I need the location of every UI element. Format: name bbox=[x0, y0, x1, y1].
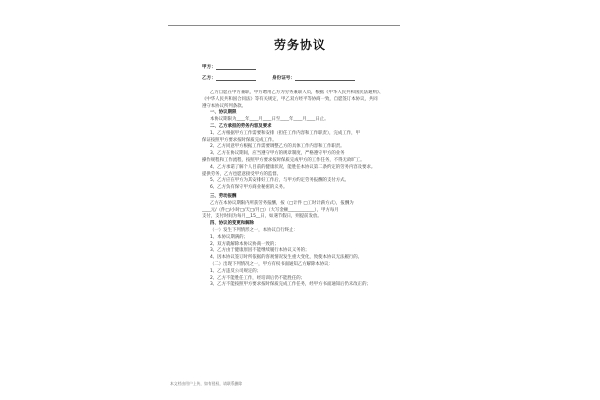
paragraph-line: ____元/（件□/小时□/天□/月□）（大写金额____________），甲方每月 bbox=[202, 207, 339, 213]
paragraph-line: 操作规程和工作流程，按照甲方要求按时保质完成甲方的工作任务，不得无故旷工。 bbox=[202, 157, 365, 163]
paragraph-line: 1、乙方违反公司规定的； bbox=[210, 268, 262, 274]
paragraph-line: 乙方自愿在甲方兼职，甲方聘用乙方为劳务兼职人员，根据《中华人民共和国民法通则》、 bbox=[210, 90, 384, 95]
id-number-blank bbox=[295, 76, 355, 81]
paragraph-line: 1、本协议期满的； bbox=[210, 234, 248, 240]
section-heading: 四、协议的变更和解除 bbox=[210, 221, 254, 227]
document-title: 劳务协议 bbox=[273, 38, 326, 52]
party-a-label: 甲方： bbox=[202, 65, 216, 70]
paragraph-line: 支付，支付时间为每月__15__日，如遇节假日，则提前发放。 bbox=[202, 214, 322, 220]
paragraph-line: 乙方在本协议期限内所获劳务报酬，按（□计件 □工时计薪方式），报酬为 bbox=[210, 200, 354, 206]
id-number-label: 身份证号： bbox=[272, 76, 295, 81]
party-a-blank bbox=[216, 65, 256, 70]
paragraph-line: 6、乙方负有保守甲方商业秘密的义务。 bbox=[210, 185, 288, 191]
agreement-body bbox=[202, 90, 398, 289]
paragraph-line: （二）出现下列情况之一，甲方有权书面通知乙方解除本协议： bbox=[210, 261, 333, 267]
section-heading: 一、协议期限 bbox=[210, 110, 237, 116]
paragraph-line: 1、乙方根据甲方工作需要和安排（担任工作内容和工作职责），完成工作，甲 bbox=[210, 130, 360, 136]
paragraph-line: 2、乙方不能胜任工作，经培训后仍不能胜任的； bbox=[210, 275, 305, 281]
paragraph-line: 《中华人民共和国合同法》等有关规定，甲乙双方经平等协商一致，自愿签订本协议，共同 bbox=[202, 96, 378, 102]
paragraph-line: 提供劳务，乙方也愿意接受甲方的监督。 bbox=[202, 171, 282, 177]
paragraph-line: （一）发生下列情形之一，本协议自行终止： bbox=[210, 227, 298, 233]
paragraph-line: 3、乙方不能按照甲方要求按时保质完成工作任务，经甲方书面通知后仍未改正的； bbox=[210, 282, 371, 288]
footer-note: 本文档由用户上传，如有侵权，请联系删除 bbox=[170, 381, 243, 386]
paragraph-line: 4、乙方承诺了解个人目前的健康状况，能胜任本协议第二条约定的劳务内容及要求。 bbox=[210, 164, 376, 170]
paragraph-line: 遵守本协议所列条款。 bbox=[202, 103, 246, 109]
paragraph-line: 3、乙方在协议期间，应当遵守甲方的规章制度，严格遵守甲方的业务 bbox=[210, 151, 345, 157]
paragraph-line: 5、乙方应在甲方为其安排好工作后，与甲方约定劳务报酬的支付方式。 bbox=[210, 178, 349, 184]
party-b-field bbox=[202, 75, 256, 81]
header-rule bbox=[168, 25, 400, 26]
paragraph-line: 2、双方就解除本协议协商一致的； bbox=[210, 241, 279, 247]
section-heading: 二、乙方承担的劳务内容及要求 bbox=[210, 123, 272, 129]
party-b-label: 乙方： bbox=[202, 76, 216, 81]
paragraph-line: 保证按照甲方要求按时保质完成工作。 bbox=[202, 137, 277, 143]
party-b-blank bbox=[216, 76, 256, 81]
paragraph-line: 4、因本协议签订时所依据的客观情况发生重大变化，致使本协议无法履行的。 bbox=[210, 255, 363, 261]
party-a-field bbox=[202, 64, 256, 70]
section-heading: 三、劳动报酬 bbox=[210, 193, 237, 199]
paragraph-line: 本协议期限为____年____月____日至____年____月____日止。 bbox=[210, 117, 329, 123]
paragraph-line: 2、乙方同意甲方根据工作需要调整乙方的具体工作内容和工作职责。 bbox=[210, 144, 345, 150]
id-number-field bbox=[272, 75, 355, 81]
paragraph-line: 3、乙方由于健康原因不能继续履行本协议义务的； bbox=[210, 248, 310, 254]
